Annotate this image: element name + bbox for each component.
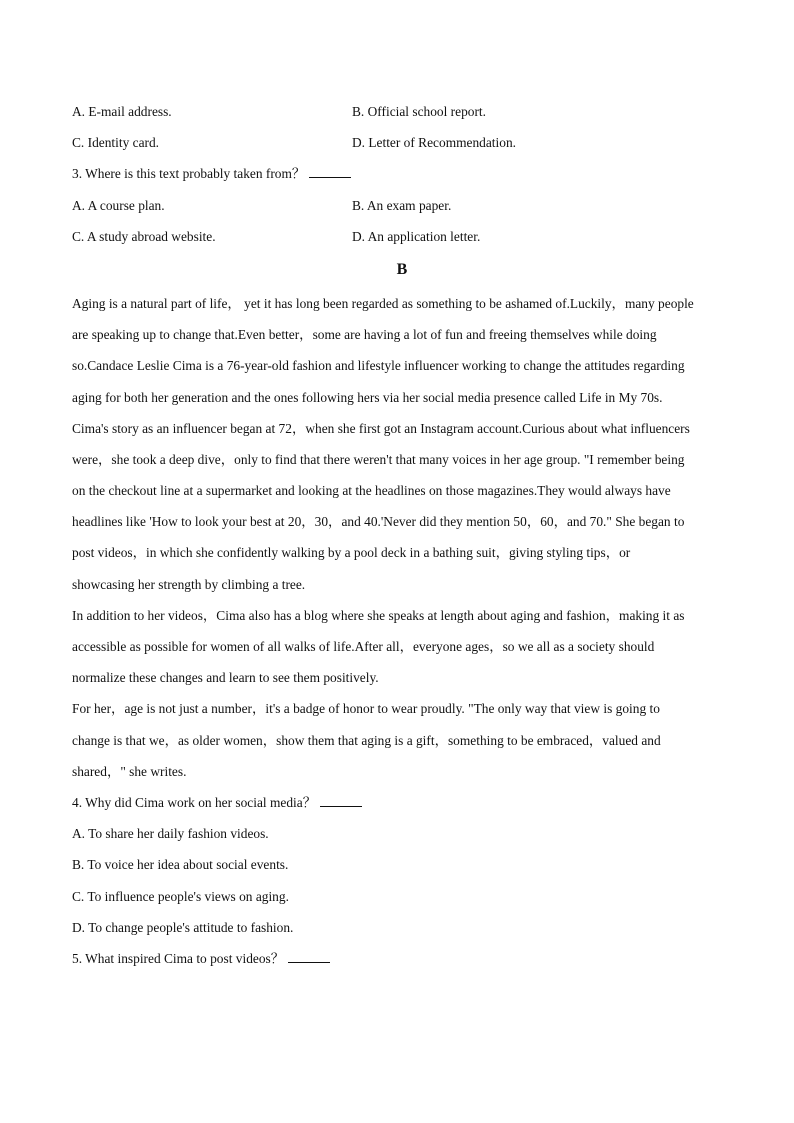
q5-stem: 5. What inspired Cima to post videos？ <box>72 950 285 966</box>
q2-option-d: D. Letter of Recommendation. <box>352 135 516 151</box>
passage-line: on the checkout line at a supermarket and looking at the headlines on those magazines.They would always have <box>72 483 671 499</box>
section-title: B <box>396 260 408 278</box>
q2-option-c: C. Identity card. <box>72 135 160 151</box>
q3-options-row-1 <box>72 190 732 221</box>
document-page <box>72 96 732 974</box>
q4-option-a: A. To share her daily fashion videos. <box>72 826 269 842</box>
answer-blank <box>320 796 362 807</box>
passage-line: Aging is a natural part of life， yet it has long been regarded as something to be ashamed of.Luckily，many people <box>72 295 694 311</box>
passage-line: In addition to her videos，Cima also has a blog where she speaks at length about aging and fashion，making it as <box>72 607 685 623</box>
q2-option-b: B. Official school report. <box>352 104 486 119</box>
q5-question <box>72 943 732 974</box>
q3-option-b: B. An exam paper. <box>352 197 452 213</box>
q4-option-b: B. To voice her idea about social events. <box>72 857 289 873</box>
q4-option-c: C. To influence people's views on aging. <box>72 888 289 904</box>
passage-line: For her，age is not just a number，it's a badge of honor to wear proudly. "The only way that view is going to <box>72 701 660 717</box>
passage-line: post videos，in which she confidently walking by a pool deck in a bathing suit，giving styling tips，or <box>72 545 631 561</box>
passage <box>72 288 732 787</box>
passage-line: showcasing her strength by climbing a tree. <box>72 576 306 592</box>
passage-line: accessible as possible for women of all walks of life.After all，everyone ages，so we all as a society should <box>72 639 655 654</box>
q2-option-a: A. E-mail address. <box>72 104 172 119</box>
q4-question <box>72 787 732 818</box>
q3-question <box>72 158 732 189</box>
q2-options-row-1 <box>72 96 732 127</box>
q4-option-d: D. To change people's attitude to fashion. <box>72 919 294 935</box>
answer-blank <box>309 167 351 178</box>
passage-line: change is that we，as older women，show them that aging is a gift，something to be embraced，valued and <box>72 732 661 748</box>
passage-line: Cima's story as an influencer began at 72，when she first got an Instagram account.Curious about what influencers <box>72 420 690 436</box>
passage-line: headlines like 'How to look your best at 20，30，and 40.'Never did they mention 50，60，and 70." She began to <box>72 514 685 530</box>
q3-stem: 3. Where is this text probably taken from？ <box>72 166 306 182</box>
passage-line: aging for both her generation and the ones following hers via her social media presence called Life in My 70s. <box>72 389 663 405</box>
q2-options-row-2 <box>72 127 732 158</box>
passage-line: shared，" she writes. <box>72 763 187 779</box>
passage-line: so.Candace Leslie Cima is a 76-year-old fashion and lifestyle influencer working to change the attitudes regarding <box>72 358 685 374</box>
q3-option-d: D. An application letter. <box>352 228 481 244</box>
q3-option-a: A. A course plan. <box>72 197 165 213</box>
passage-line: normalize these changes and learn to see them positively. <box>72 670 379 686</box>
passage-line: are speaking up to change that.Even better，some are having a lot of fun and freeing themselves while doing <box>72 327 657 343</box>
q3-option-c: C. A study abroad website. <box>72 228 216 244</box>
q3-options-row-2 <box>72 221 732 252</box>
answer-blank <box>288 952 330 963</box>
passage-line: were，she took a deep dive，only to find that there weren't that many voices in her age group. "I remember being <box>72 451 685 467</box>
q4-stem: 4. Why did Cima work on her social media？ <box>72 794 317 810</box>
